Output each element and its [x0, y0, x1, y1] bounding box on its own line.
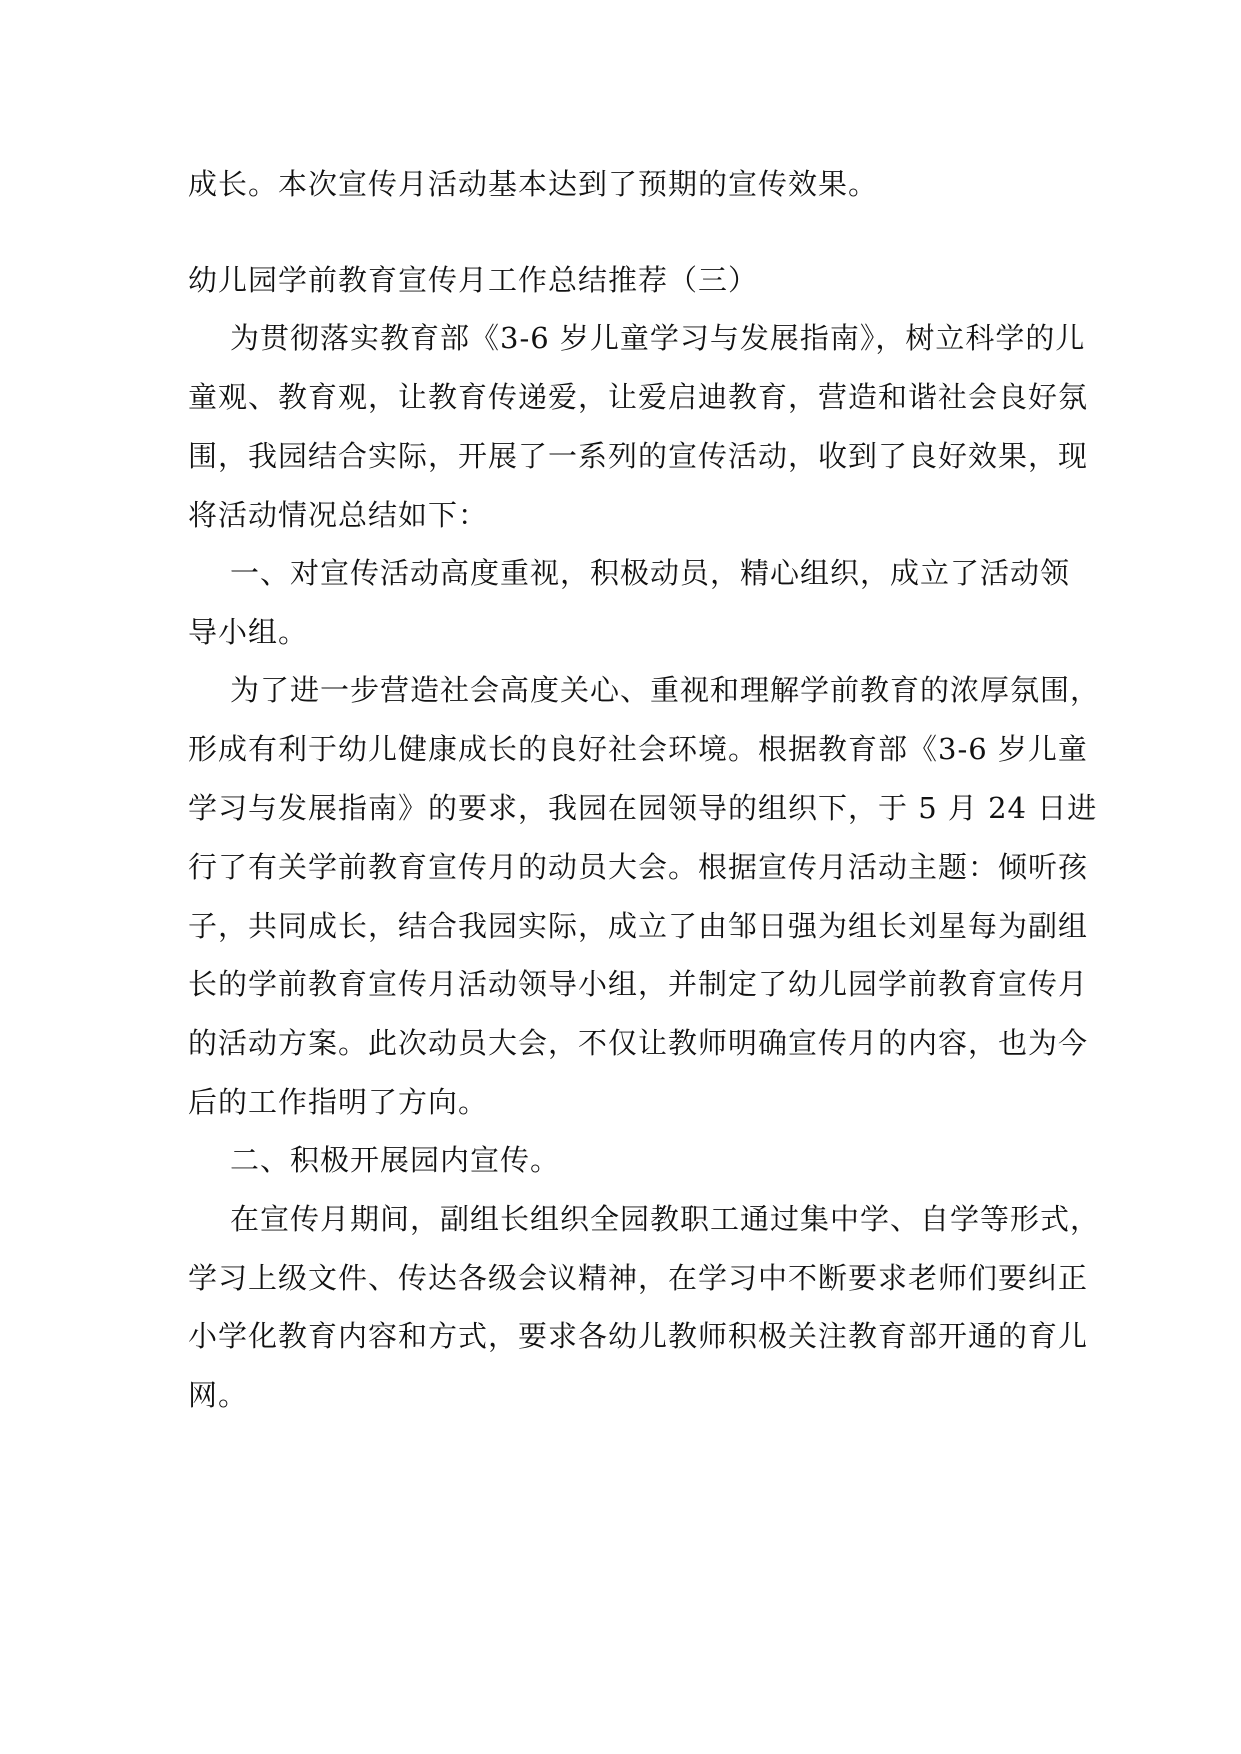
text-line: 导小组。 [188, 615, 309, 649]
text-line: 后的工作指明了方向。 [188, 1085, 489, 1119]
text-line: 子，共同成长，结合我园实际，成立了由邹日强为组长刘星每为副组 [188, 909, 1089, 943]
text-line: 学习与发展指南》的要求，我园在园领导的组织下，于 5 月 24 日进 [188, 791, 1098, 825]
text-line: 的活动方案。此次动员大会，不仅让教师明确宣传月的内容，也为今 [188, 1026, 1089, 1060]
section-heading: 幼儿园学前教育宣传月工作总结推荐（三） [188, 263, 759, 297]
text-line: 成长。本次宣传月活动基本达到了预期的宣传效果。 [188, 167, 879, 201]
text-line: 为贯彻落实教育部《3-6 岁儿童学习与发展指南》，树立科学的儿 [230, 321, 1086, 355]
text-line: 长的学前教育宣传月活动领导小组，并制定了幼儿园学前教育宣传月 [188, 967, 1089, 1001]
text-line: 在宣传月期间，副组长组织全园教职工通过集中学、自学等形式， [230, 1202, 1101, 1236]
text-line: 为了进一步营造社会高度关心、重视和理解学前教育的浓厚氛围， [230, 673, 1101, 707]
text-line: 网。 [188, 1378, 249, 1412]
text-line: 学习上级文件、传达各级会议精神，在学习中不断要求老师们要纠正 [188, 1261, 1089, 1295]
text-line: 二、积极开展园内宣传。 [230, 1143, 561, 1177]
text-line: 将活动情况总结如下： [188, 498, 489, 532]
text-line: 一、对宣传活动高度重视，积极动员，精心组织，成立了活动领 [230, 556, 1071, 590]
text-line: 围，我园结合实际，开展了一系列的宣传活动，收到了良好效果，现 [188, 439, 1089, 473]
text-line: 行了有关学前教育宣传月的动员大会。根据宣传月活动主题：倾听孩 [188, 850, 1089, 884]
text-line: 小学化教育内容和方式，要求各幼儿教师积极关注教育部开通的育儿 [188, 1319, 1089, 1353]
text-line: 童观、教育观，让教育传递爱，让爱启迪教育，营造和谐社会良好氛 [188, 380, 1089, 414]
text-line: 形成有利于幼儿健康成长的良好社会环境。根据教育部《3-6 岁儿童 [188, 732, 1088, 766]
